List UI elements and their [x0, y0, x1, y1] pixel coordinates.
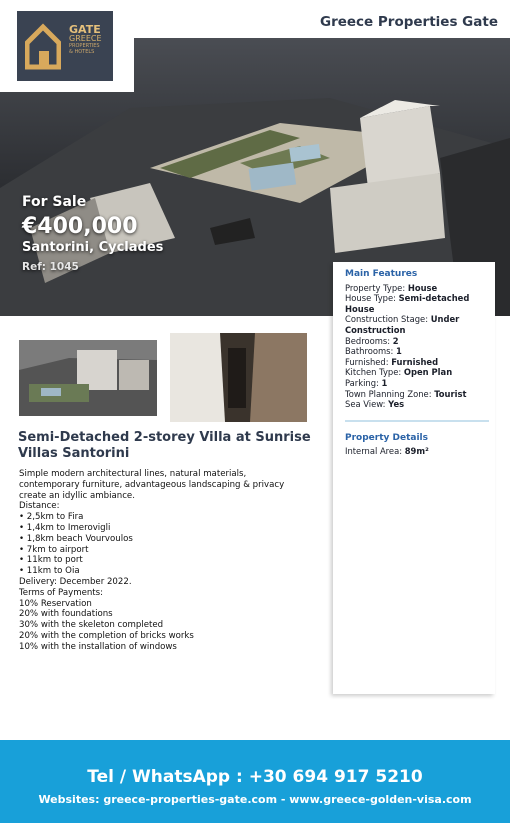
internal-area-row [345, 446, 495, 457]
feature-label: Construction Stage: [345, 314, 431, 325]
feature-value: Open Plan [403, 367, 453, 378]
listing-ref: Ref: 1045 [22, 261, 79, 273]
feature-row [345, 389, 495, 400]
phone-number[interactable]: Tel / WhatsApp : +30 694 917 5210 [87, 767, 423, 787]
description-line: contemporary furniture, advantageous landscaping & privacy [19, 479, 285, 490]
feature-value: Yes [388, 399, 405, 410]
logo-line4: & HOTELS [69, 49, 95, 55]
feature-label: Bathrooms: [345, 346, 396, 357]
description-line: create an idyllic ambiance. [19, 490, 135, 501]
brand-name: Greece Properties Gate [320, 14, 498, 30]
listing-description [19, 469, 319, 653]
description-line: 20% with foundations [19, 609, 113, 620]
feature-row [345, 399, 495, 410]
gate-logo[interactable] [17, 11, 113, 81]
listing-title: Semi-Detached 2-storey Villa at Sunrise Villas Santorini [18, 430, 311, 461]
house-logo-icon [25, 23, 61, 71]
logo-text [69, 25, 102, 55]
alley-photo [170, 333, 307, 422]
feature-row [345, 378, 495, 389]
listing-location: Santorini, Cyclades [22, 240, 164, 255]
feature-row [345, 336, 495, 347]
listing-price: €400,000 [22, 214, 138, 239]
feature-row [345, 346, 495, 357]
internal-area-value: 89m² [404, 446, 429, 457]
description-line: Simple modern architectural lines, natural materials, [19, 469, 247, 479]
listing-status: For Sale [22, 194, 87, 210]
internal-area-label: Internal Area: [345, 446, 405, 457]
villa-exterior-photo [19, 340, 157, 416]
description-line: • 1,4km to Imerovigli [19, 522, 111, 533]
feature-row [345, 357, 495, 368]
feature-label: Furnished: [345, 356, 392, 367]
description-line: 10% Reservation [19, 598, 92, 609]
property-details-heading: Property Details [345, 432, 428, 443]
logo-container [0, 0, 134, 92]
description-line: • 1,8km beach Vourvoulos [19, 533, 133, 544]
alley-thumbnail[interactable] [170, 333, 307, 422]
feature-label: Sea View: [345, 399, 389, 410]
section-divider [345, 420, 489, 422]
feature-label: Property Type: [345, 282, 408, 293]
feature-label: Town Planning Zone: [345, 388, 435, 399]
feature-value: Tourist [434, 388, 467, 399]
description-line: 30% with the skeleton completed [19, 620, 164, 631]
feature-label: Bedrooms: [345, 335, 393, 346]
feature-value: Furnished [391, 356, 439, 367]
main-features-heading: Main Features [345, 269, 418, 279]
logo-line2: GREECE [69, 34, 102, 43]
feature-value: 1 [395, 346, 402, 357]
description-line: • 7km to airport [19, 544, 89, 555]
feature-value: 2 [392, 335, 399, 346]
description-line: Distance: [19, 501, 60, 512]
feature-label: Parking: [345, 377, 382, 388]
feature-list [345, 283, 495, 410]
description-line: • 11km to port [19, 555, 83, 566]
description-line: • 11km to Oia [19, 566, 80, 577]
feature-value: Semi-detached House [345, 293, 470, 314]
logo-line1: GATE [69, 23, 101, 36]
feature-row [345, 367, 495, 378]
feature-label: House Type: [345, 293, 399, 304]
logo-line3: PROPERTIES [69, 43, 100, 49]
feature-label: Kitchen Type: [345, 367, 404, 378]
website-links[interactable]: Websites: greece-properties-gate.com - www.greece-golden-visa.com [38, 793, 472, 806]
feature-value: 1 [381, 377, 388, 388]
contact-footer [0, 740, 510, 823]
feature-value: House [407, 282, 438, 293]
description-line: 10% with the installation of windows [19, 641, 177, 652]
description-line: • 2,5km to Fira [19, 512, 84, 523]
description-line: Delivery: December 2022. [19, 576, 132, 587]
feature-row [345, 314, 495, 335]
features-panel [333, 262, 495, 694]
feature-row [345, 283, 495, 294]
description-line: Terms of Payments: [19, 587, 104, 598]
villa-exterior-thumbnail[interactable] [19, 340, 157, 416]
feature-row [345, 293, 495, 314]
feature-value: Under Construction [345, 314, 460, 335]
description-line: 20% with the completion of bricks works [19, 630, 194, 641]
